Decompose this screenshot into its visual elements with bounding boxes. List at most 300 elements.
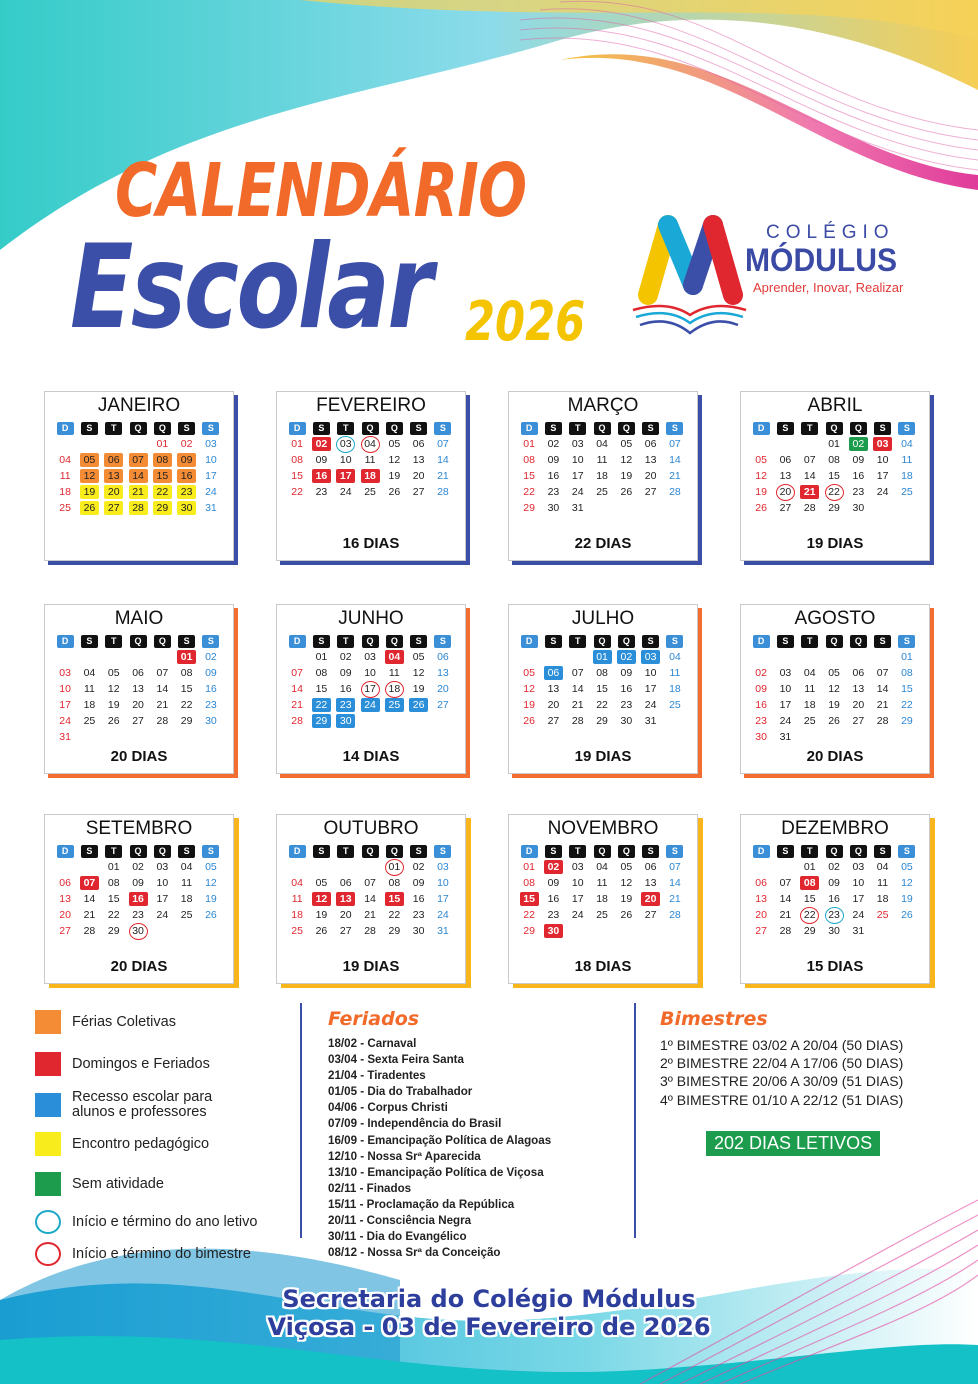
day-cell bbox=[285, 468, 309, 484]
day-cell bbox=[358, 649, 382, 665]
weekday-header bbox=[358, 843, 382, 859]
day-number: 01 bbox=[315, 651, 328, 663]
day-number: 17 bbox=[571, 893, 584, 905]
feriado-item: 03/04 - Sexta Feira Santa bbox=[328, 1053, 464, 1067]
day-number: 04 bbox=[291, 877, 303, 889]
title-year: 2026 bbox=[465, 290, 586, 353]
weekday-header bbox=[126, 420, 150, 436]
day-cell bbox=[638, 649, 662, 665]
day-cell bbox=[638, 859, 662, 875]
day-number: 12 bbox=[205, 877, 217, 889]
day-number: 07 bbox=[779, 877, 792, 889]
day-cell bbox=[77, 907, 101, 923]
day-cell bbox=[431, 452, 455, 468]
weekday-letter: D bbox=[289, 635, 306, 648]
day-cell bbox=[334, 697, 358, 713]
day-number: 01 bbox=[177, 650, 196, 664]
day-number: 07 bbox=[364, 877, 376, 889]
day-number: 06 bbox=[852, 667, 865, 679]
day-number: 17 bbox=[852, 893, 865, 905]
day-cell bbox=[309, 681, 333, 697]
day-number: 04 bbox=[385, 650, 404, 664]
day-number: 24 bbox=[644, 699, 657, 711]
day-cell bbox=[822, 875, 846, 891]
day-number: 03 bbox=[571, 438, 584, 450]
day-number: 19 bbox=[80, 485, 99, 499]
weekday-letter: Q bbox=[362, 845, 379, 858]
day-number: 20 bbox=[412, 470, 425, 482]
day-cell bbox=[517, 452, 541, 468]
legend-item bbox=[35, 1052, 210, 1076]
empty-cell bbox=[334, 859, 358, 875]
weekday-header bbox=[541, 843, 565, 859]
day-number: 25 bbox=[596, 909, 608, 921]
day-number: 12 bbox=[412, 667, 425, 679]
day-number: 28 bbox=[437, 486, 449, 498]
day-number: 18 bbox=[596, 893, 608, 905]
empty-cell bbox=[126, 436, 150, 452]
day-cell bbox=[566, 875, 590, 891]
day-cell bbox=[517, 681, 541, 697]
day-cell bbox=[541, 891, 565, 907]
day-number: 17 bbox=[876, 470, 889, 482]
day-cell bbox=[895, 468, 919, 484]
bimestre-item: 3º BIMESTRE 20/06 A 30/09 (51 DIAS) bbox=[660, 1073, 904, 1090]
day-number: 08 bbox=[523, 454, 535, 466]
day-number: 29 bbox=[180, 715, 193, 727]
legend-swatch bbox=[35, 1242, 61, 1266]
day-cell bbox=[846, 891, 870, 907]
day-number: 13 bbox=[104, 469, 123, 483]
day-number: 06 bbox=[437, 651, 449, 663]
weekday-letter: S bbox=[81, 845, 98, 858]
day-number: 20 bbox=[776, 484, 795, 501]
empty-cell bbox=[53, 649, 77, 665]
weekday-letter: Q bbox=[850, 635, 867, 648]
day-cell bbox=[846, 875, 870, 891]
footer-line2-text: Viçosa - 03 de Fevereiro de 2026 bbox=[267, 1313, 711, 1341]
day-number: 07 bbox=[80, 876, 99, 890]
day-number: 15 bbox=[107, 893, 120, 905]
day-cell bbox=[53, 713, 77, 729]
weekday-header bbox=[174, 843, 198, 859]
day-cell bbox=[53, 875, 77, 891]
day-number: 26 bbox=[620, 909, 633, 921]
day-number: 26 bbox=[107, 715, 120, 727]
day-number: 27 bbox=[644, 486, 657, 498]
day-cell bbox=[406, 452, 430, 468]
empty-cell bbox=[798, 436, 822, 452]
legend-label: Domingos e Feriados bbox=[72, 1055, 210, 1072]
feriado-item: 16/09 - Emancipação Política de Alagoas bbox=[328, 1133, 552, 1147]
day-number: 19 bbox=[755, 486, 767, 498]
weekday-header bbox=[517, 843, 541, 859]
day-number: 14 bbox=[669, 454, 681, 466]
day-number: 10 bbox=[644, 667, 657, 679]
day-number: 10 bbox=[876, 454, 889, 466]
day-number: 08 bbox=[180, 667, 193, 679]
day-cell bbox=[53, 697, 77, 713]
day-number: 21 bbox=[129, 485, 148, 499]
empty-cell bbox=[309, 859, 333, 875]
day-cell bbox=[566, 681, 590, 697]
day-number: 10 bbox=[156, 877, 169, 889]
day-number: 04 bbox=[361, 436, 380, 453]
day-cell bbox=[334, 923, 358, 939]
day-number: 05 bbox=[523, 667, 535, 679]
weekday-header bbox=[77, 843, 101, 859]
day-number: 09 bbox=[177, 453, 196, 467]
day-number: 31 bbox=[437, 925, 449, 937]
day-cell bbox=[406, 891, 430, 907]
day-cell bbox=[870, 891, 894, 907]
day-cell bbox=[870, 665, 894, 681]
day-cell bbox=[614, 649, 638, 665]
day-cell bbox=[150, 713, 174, 729]
day-number: 21 bbox=[669, 470, 681, 482]
day-number: 11 bbox=[291, 893, 303, 905]
day-cell bbox=[895, 452, 919, 468]
day-cell bbox=[150, 859, 174, 875]
day-cell bbox=[773, 923, 797, 939]
day-number: 13 bbox=[412, 454, 425, 466]
day-number: 31 bbox=[59, 731, 71, 743]
bimestre-item: 1º BIMESTRE 03/02 A 20/04 (50 DIAS) bbox=[660, 1037, 904, 1053]
day-cell bbox=[126, 697, 150, 713]
day-cell bbox=[431, 923, 455, 939]
day-number: 14 bbox=[571, 683, 584, 695]
day-number: 01 bbox=[156, 438, 169, 450]
day-cell bbox=[174, 484, 198, 500]
day-cell bbox=[199, 681, 223, 697]
feriado-item: 04/06 - Corpus Christi bbox=[328, 1101, 448, 1115]
weekday-letter: Q bbox=[826, 635, 843, 648]
day-number: 20 bbox=[852, 699, 865, 711]
weekday-header bbox=[309, 633, 333, 649]
day-number: 28 bbox=[83, 925, 96, 937]
day-cell bbox=[590, 859, 614, 875]
day-cell bbox=[382, 681, 406, 697]
feriado-item: 13/10 - Emancipação Política de Viçosa bbox=[328, 1165, 544, 1179]
day-number: 16 bbox=[620, 683, 633, 695]
day-number: 12 bbox=[388, 454, 401, 466]
day-number: 06 bbox=[644, 438, 657, 450]
legend-swatch bbox=[35, 1052, 61, 1076]
day-cell bbox=[431, 468, 455, 484]
day-number: 22 bbox=[180, 699, 193, 711]
day-number: 16 bbox=[852, 470, 865, 482]
day-cell bbox=[77, 697, 101, 713]
day-cell bbox=[126, 500, 150, 516]
day-cell bbox=[174, 665, 198, 681]
day-number: 26 bbox=[388, 486, 401, 498]
weekday-letter: D bbox=[521, 845, 538, 858]
day-number: 15 bbox=[315, 683, 328, 695]
day-cell bbox=[822, 500, 846, 516]
weekday-letter: S bbox=[898, 635, 915, 648]
day-number: 16 bbox=[547, 893, 560, 905]
day-cell bbox=[541, 859, 565, 875]
day-number: 26 bbox=[901, 909, 913, 921]
day-number: 01 bbox=[107, 861, 120, 873]
day-cell bbox=[174, 713, 198, 729]
day-number: 01 bbox=[828, 438, 840, 450]
month-days-grid bbox=[749, 843, 919, 939]
weekday-letter: S bbox=[545, 845, 562, 858]
day-cell bbox=[798, 859, 822, 875]
empty-cell bbox=[53, 859, 77, 875]
day-cell bbox=[798, 891, 822, 907]
day-cell bbox=[358, 468, 382, 484]
day-number: 02 bbox=[544, 860, 563, 874]
day-cell bbox=[334, 484, 358, 500]
day-number: 25 bbox=[291, 925, 303, 937]
day-number: 30 bbox=[544, 924, 563, 938]
weekday-letter: Q bbox=[386, 422, 403, 435]
day-cell bbox=[77, 923, 101, 939]
empty-cell bbox=[102, 649, 126, 665]
legend-item bbox=[35, 1132, 209, 1156]
weekday-header bbox=[53, 843, 77, 859]
footer-line2 bbox=[0, 1313, 978, 1341]
day-number: 29 bbox=[523, 502, 535, 514]
legend-swatch bbox=[35, 1172, 61, 1196]
day-number: 05 bbox=[80, 453, 99, 467]
day-cell bbox=[517, 875, 541, 891]
day-number: 30 bbox=[828, 925, 840, 937]
weekday-letter: D bbox=[521, 635, 538, 648]
day-cell bbox=[334, 468, 358, 484]
feriado-item: 02/11 - Finados bbox=[328, 1181, 412, 1195]
day-cell bbox=[406, 907, 430, 923]
day-number: 01 bbox=[901, 651, 913, 663]
feriados-section bbox=[328, 1008, 551, 1261]
day-cell bbox=[150, 907, 174, 923]
day-number: 19 bbox=[901, 893, 913, 905]
weekday-letter: S bbox=[434, 422, 451, 435]
day-cell bbox=[638, 713, 662, 729]
empty-cell bbox=[822, 649, 846, 665]
day-cell bbox=[822, 452, 846, 468]
day-cell bbox=[566, 500, 590, 516]
weekday-letter: S bbox=[874, 635, 891, 648]
day-number: 05 bbox=[205, 861, 217, 873]
day-number: 29 bbox=[153, 501, 172, 515]
day-cell bbox=[309, 923, 333, 939]
weekday-header bbox=[895, 633, 919, 649]
day-number: 20 bbox=[755, 909, 767, 921]
day-number: 30 bbox=[620, 715, 633, 727]
day-number: 08 bbox=[291, 454, 303, 466]
day-cell bbox=[334, 681, 358, 697]
weekday-letter: T bbox=[105, 845, 122, 858]
empty-cell bbox=[358, 859, 382, 875]
weekday-header bbox=[334, 633, 358, 649]
day-number: 29 bbox=[828, 502, 840, 514]
weekday-header bbox=[406, 843, 430, 859]
day-cell bbox=[150, 484, 174, 500]
day-number: 24 bbox=[156, 909, 169, 921]
day-number: 02 bbox=[205, 651, 217, 663]
day-number: 06 bbox=[412, 438, 425, 450]
day-cell bbox=[773, 875, 797, 891]
weekday-header bbox=[199, 633, 223, 649]
day-cell bbox=[822, 468, 846, 484]
day-cell bbox=[382, 923, 406, 939]
day-number: 06 bbox=[644, 861, 657, 873]
day-cell bbox=[846, 665, 870, 681]
day-cell bbox=[53, 500, 77, 516]
day-cell bbox=[541, 436, 565, 452]
day-cell bbox=[431, 875, 455, 891]
day-number: 01 bbox=[291, 438, 303, 450]
day-number: 07 bbox=[129, 453, 148, 467]
day-cell bbox=[870, 452, 894, 468]
day-cell bbox=[846, 713, 870, 729]
day-number: 28 bbox=[779, 925, 792, 937]
day-cell bbox=[431, 649, 455, 665]
day-cell bbox=[358, 681, 382, 697]
day-cell bbox=[431, 907, 455, 923]
bimestre-item: 2º BIMESTRE 22/04 A 17/06 (50 DIAS) bbox=[660, 1055, 904, 1072]
day-number: 23 bbox=[620, 699, 633, 711]
day-number: 09 bbox=[852, 454, 865, 466]
day-cell bbox=[895, 681, 919, 697]
day-number: 15 bbox=[385, 892, 404, 906]
day-number: 10 bbox=[339, 454, 352, 466]
day-cell bbox=[749, 891, 773, 907]
day-cell bbox=[382, 436, 406, 452]
feriado-item: 07/09 - Independência do Brasil bbox=[328, 1117, 502, 1131]
day-number: 11 bbox=[596, 454, 608, 466]
day-cell bbox=[77, 452, 101, 468]
weekday-header bbox=[150, 420, 174, 436]
weekday-header bbox=[846, 420, 870, 436]
day-cell bbox=[382, 649, 406, 665]
day-number: 02 bbox=[412, 861, 425, 873]
day-cell bbox=[150, 681, 174, 697]
day-number: 09 bbox=[132, 877, 144, 889]
month-8 bbox=[740, 604, 930, 774]
legend-label: Sem atividade bbox=[72, 1175, 164, 1192]
day-number: 25 bbox=[180, 909, 193, 921]
weekday-letter: T bbox=[801, 422, 818, 435]
weekday-header bbox=[77, 420, 101, 436]
day-cell bbox=[199, 697, 223, 713]
weekday-header bbox=[822, 420, 846, 436]
day-cell bbox=[870, 907, 894, 923]
day-cell bbox=[126, 468, 150, 484]
day-cell bbox=[895, 484, 919, 500]
weekday-header bbox=[517, 633, 541, 649]
day-cell bbox=[406, 875, 430, 891]
day-cell bbox=[822, 859, 846, 875]
day-number: 31 bbox=[852, 925, 865, 937]
day-cell bbox=[895, 649, 919, 665]
feriado-item: 21/04 - Tiradentes bbox=[328, 1069, 426, 1083]
day-number: 08 bbox=[388, 877, 401, 889]
weekday-header bbox=[749, 420, 773, 436]
day-cell bbox=[126, 484, 150, 500]
day-number: 06 bbox=[779, 454, 792, 466]
day-number: 01 bbox=[803, 861, 816, 873]
day-number: 08 bbox=[523, 877, 535, 889]
day-cell bbox=[895, 859, 919, 875]
weekday-header bbox=[309, 420, 333, 436]
day-number: 03 bbox=[205, 438, 217, 450]
day-cell bbox=[590, 891, 614, 907]
month-name: JANEIRO bbox=[97, 395, 181, 416]
day-cell bbox=[309, 468, 333, 484]
weekday-header bbox=[798, 633, 822, 649]
weekday-header bbox=[614, 843, 638, 859]
day-cell bbox=[358, 452, 382, 468]
day-cell bbox=[541, 484, 565, 500]
day-cell bbox=[406, 697, 430, 713]
day-cell bbox=[174, 891, 198, 907]
day-cell bbox=[846, 452, 870, 468]
day-cell bbox=[102, 923, 126, 939]
day-cell bbox=[309, 452, 333, 468]
title-escolar: Escolar bbox=[70, 220, 431, 355]
day-cell bbox=[285, 891, 309, 907]
day-number: 20 bbox=[339, 909, 352, 921]
weekday-letter: S bbox=[642, 635, 659, 648]
month-school-days: 18 DIAS bbox=[574, 958, 632, 975]
day-cell bbox=[663, 484, 687, 500]
day-number: 26 bbox=[755, 502, 767, 514]
day-number: 02 bbox=[755, 667, 767, 679]
day-cell bbox=[77, 500, 101, 516]
day-cell bbox=[334, 875, 358, 891]
weekday-header bbox=[822, 633, 846, 649]
day-cell bbox=[541, 665, 565, 681]
day-number: 03 bbox=[437, 861, 449, 873]
day-number: 29 bbox=[388, 925, 401, 937]
day-number: 03 bbox=[364, 651, 376, 663]
empty-cell bbox=[773, 436, 797, 452]
day-cell bbox=[614, 907, 638, 923]
day-number: 14 bbox=[669, 877, 681, 889]
empty-cell bbox=[846, 649, 870, 665]
weekday-letter: Q bbox=[594, 422, 611, 435]
day-number: 13 bbox=[644, 877, 657, 889]
day-number: 20 bbox=[437, 683, 449, 695]
day-number: 04 bbox=[596, 438, 608, 450]
day-number: 14 bbox=[156, 683, 169, 695]
day-number: 03 bbox=[873, 437, 892, 451]
weekday-header bbox=[126, 843, 150, 859]
day-number: 22 bbox=[107, 909, 120, 921]
month-days-grid bbox=[517, 633, 687, 729]
day-cell bbox=[614, 891, 638, 907]
day-cell bbox=[773, 452, 797, 468]
day-number: 16 bbox=[205, 683, 217, 695]
day-cell bbox=[822, 891, 846, 907]
day-number: 03 bbox=[852, 861, 865, 873]
day-cell bbox=[199, 649, 223, 665]
day-number: 30 bbox=[177, 501, 196, 515]
day-number: 24 bbox=[571, 909, 584, 921]
day-cell bbox=[822, 665, 846, 681]
day-number: 10 bbox=[571, 454, 584, 466]
day-cell bbox=[798, 681, 822, 697]
day-cell bbox=[517, 484, 541, 500]
day-number: 27 bbox=[412, 486, 425, 498]
weekday-letter: S bbox=[545, 422, 562, 435]
day-cell bbox=[517, 923, 541, 939]
day-number: 25 bbox=[669, 699, 681, 711]
